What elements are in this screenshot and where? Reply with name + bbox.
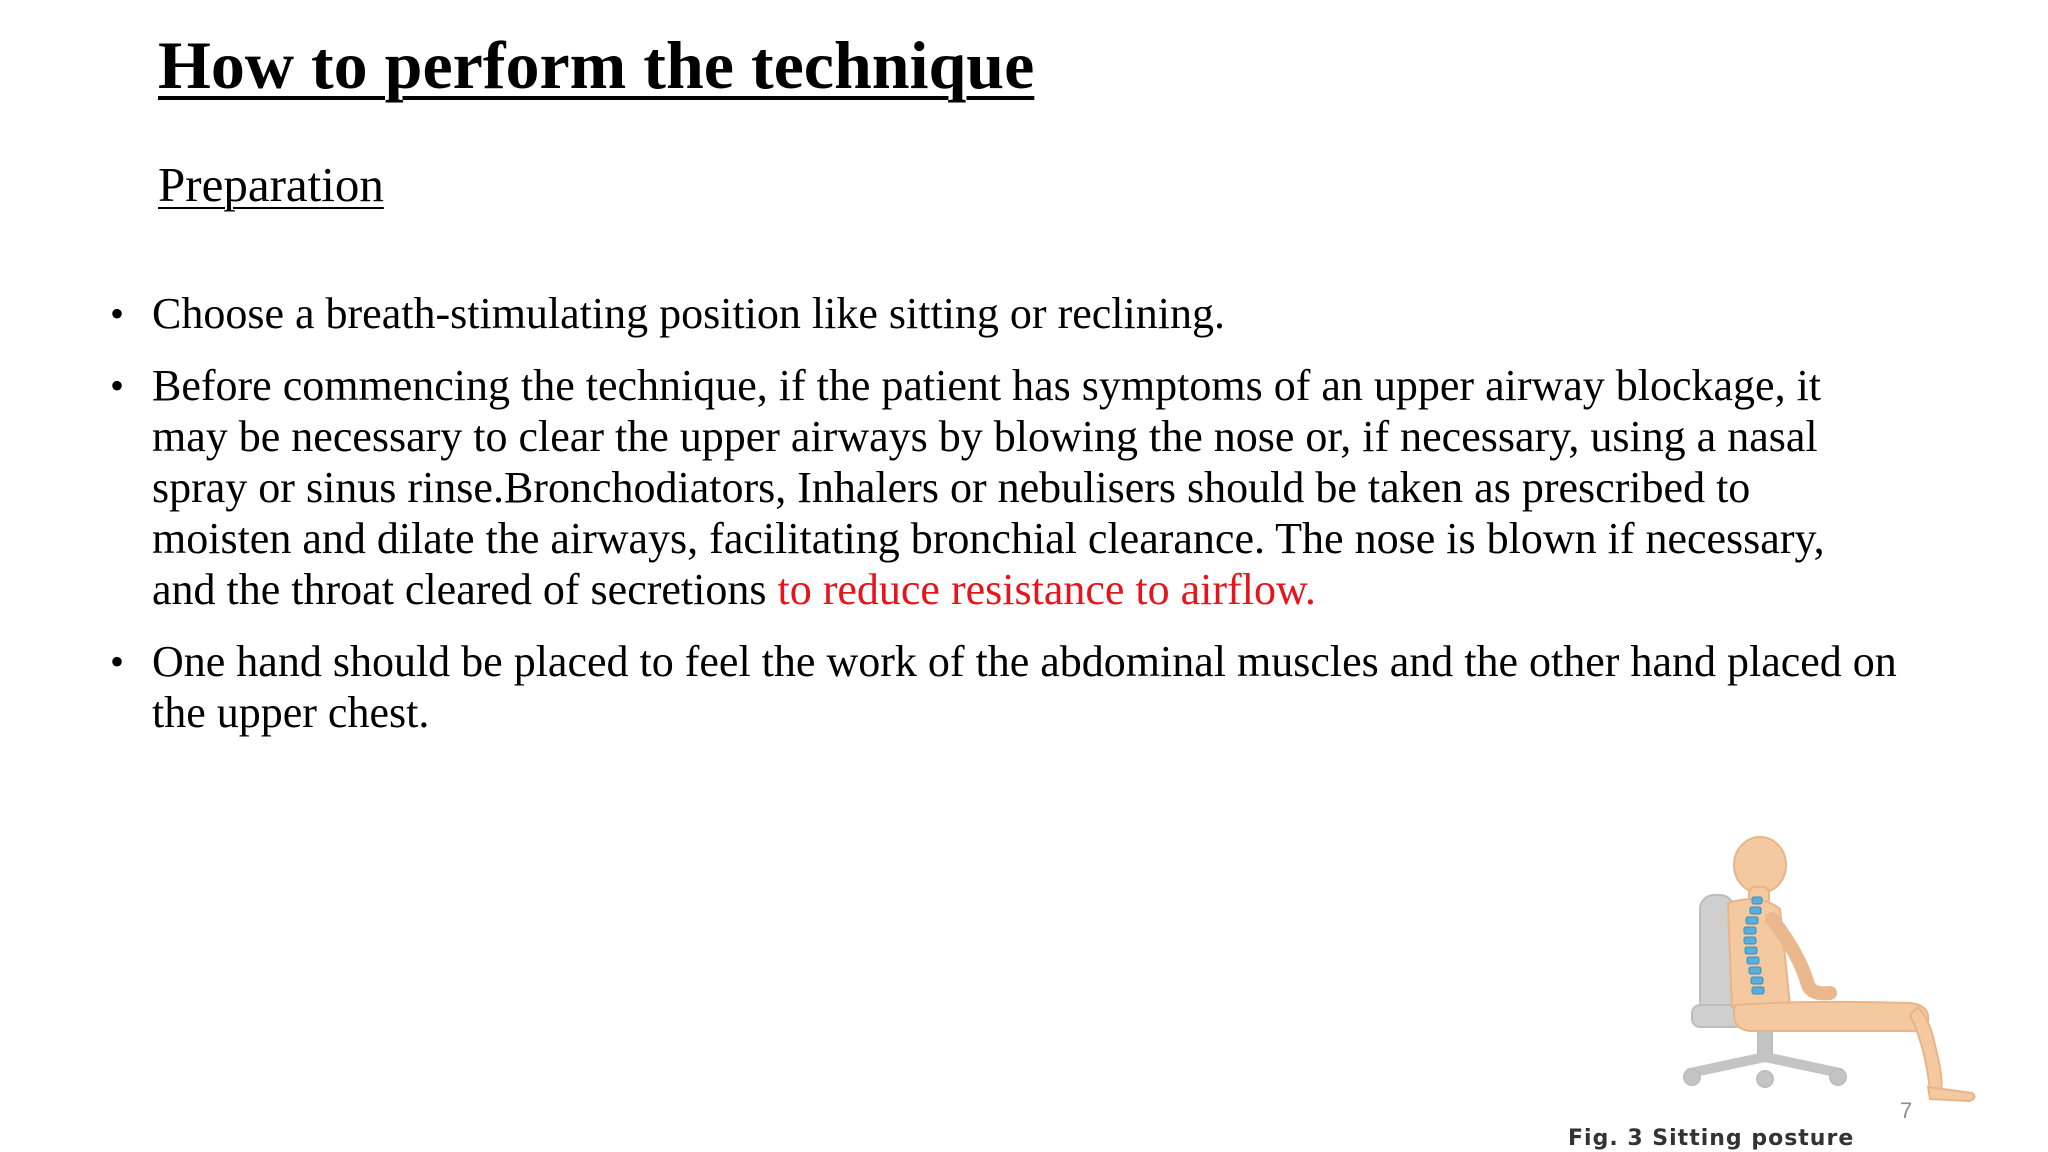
bullet-marker: •: [110, 363, 125, 408]
sitting-posture-illustration: [1640, 835, 2030, 1105]
section-subtitle: Preparation: [158, 157, 384, 212]
bullet-item: [108, 636, 1898, 738]
bullet-text: Before commencing the technique, if the patient has symptoms of an upper airway blockage, it may be necessary to clear the upper airways by blowing the nose or, if necessary, using a nasal spray or sinus rinse.Bronchodiators, Inhalers or nebulisers should be taken as prescribed to moisten and dilate the airways, facilitating bronchial clearance. The nose is blown if necessary, and the throat cleared of secretions: [152, 361, 1825, 614]
bullet-highlight-text: to reduce resistance to airflow.: [777, 565, 1316, 614]
bullet-marker: •: [110, 639, 125, 684]
page-number: 7: [1900, 1098, 1913, 1123]
bullet-text: One hand should be placed to feel the work of the abdominal muscles and the other hand placed on the upper chest.: [152, 637, 1897, 737]
slide-title: How to perform the technique: [158, 27, 1035, 103]
bullet-item: [108, 288, 1898, 339]
bullet-text: Choose a breath-stimulating position like sitting or reclining.: [152, 289, 1225, 338]
figure-caption: Fig. 3 Sitting posture: [1568, 1126, 1855, 1151]
bullet-item: [108, 360, 1898, 615]
bullet-list: [108, 288, 1898, 759]
bullet-marker: •: [110, 291, 125, 336]
